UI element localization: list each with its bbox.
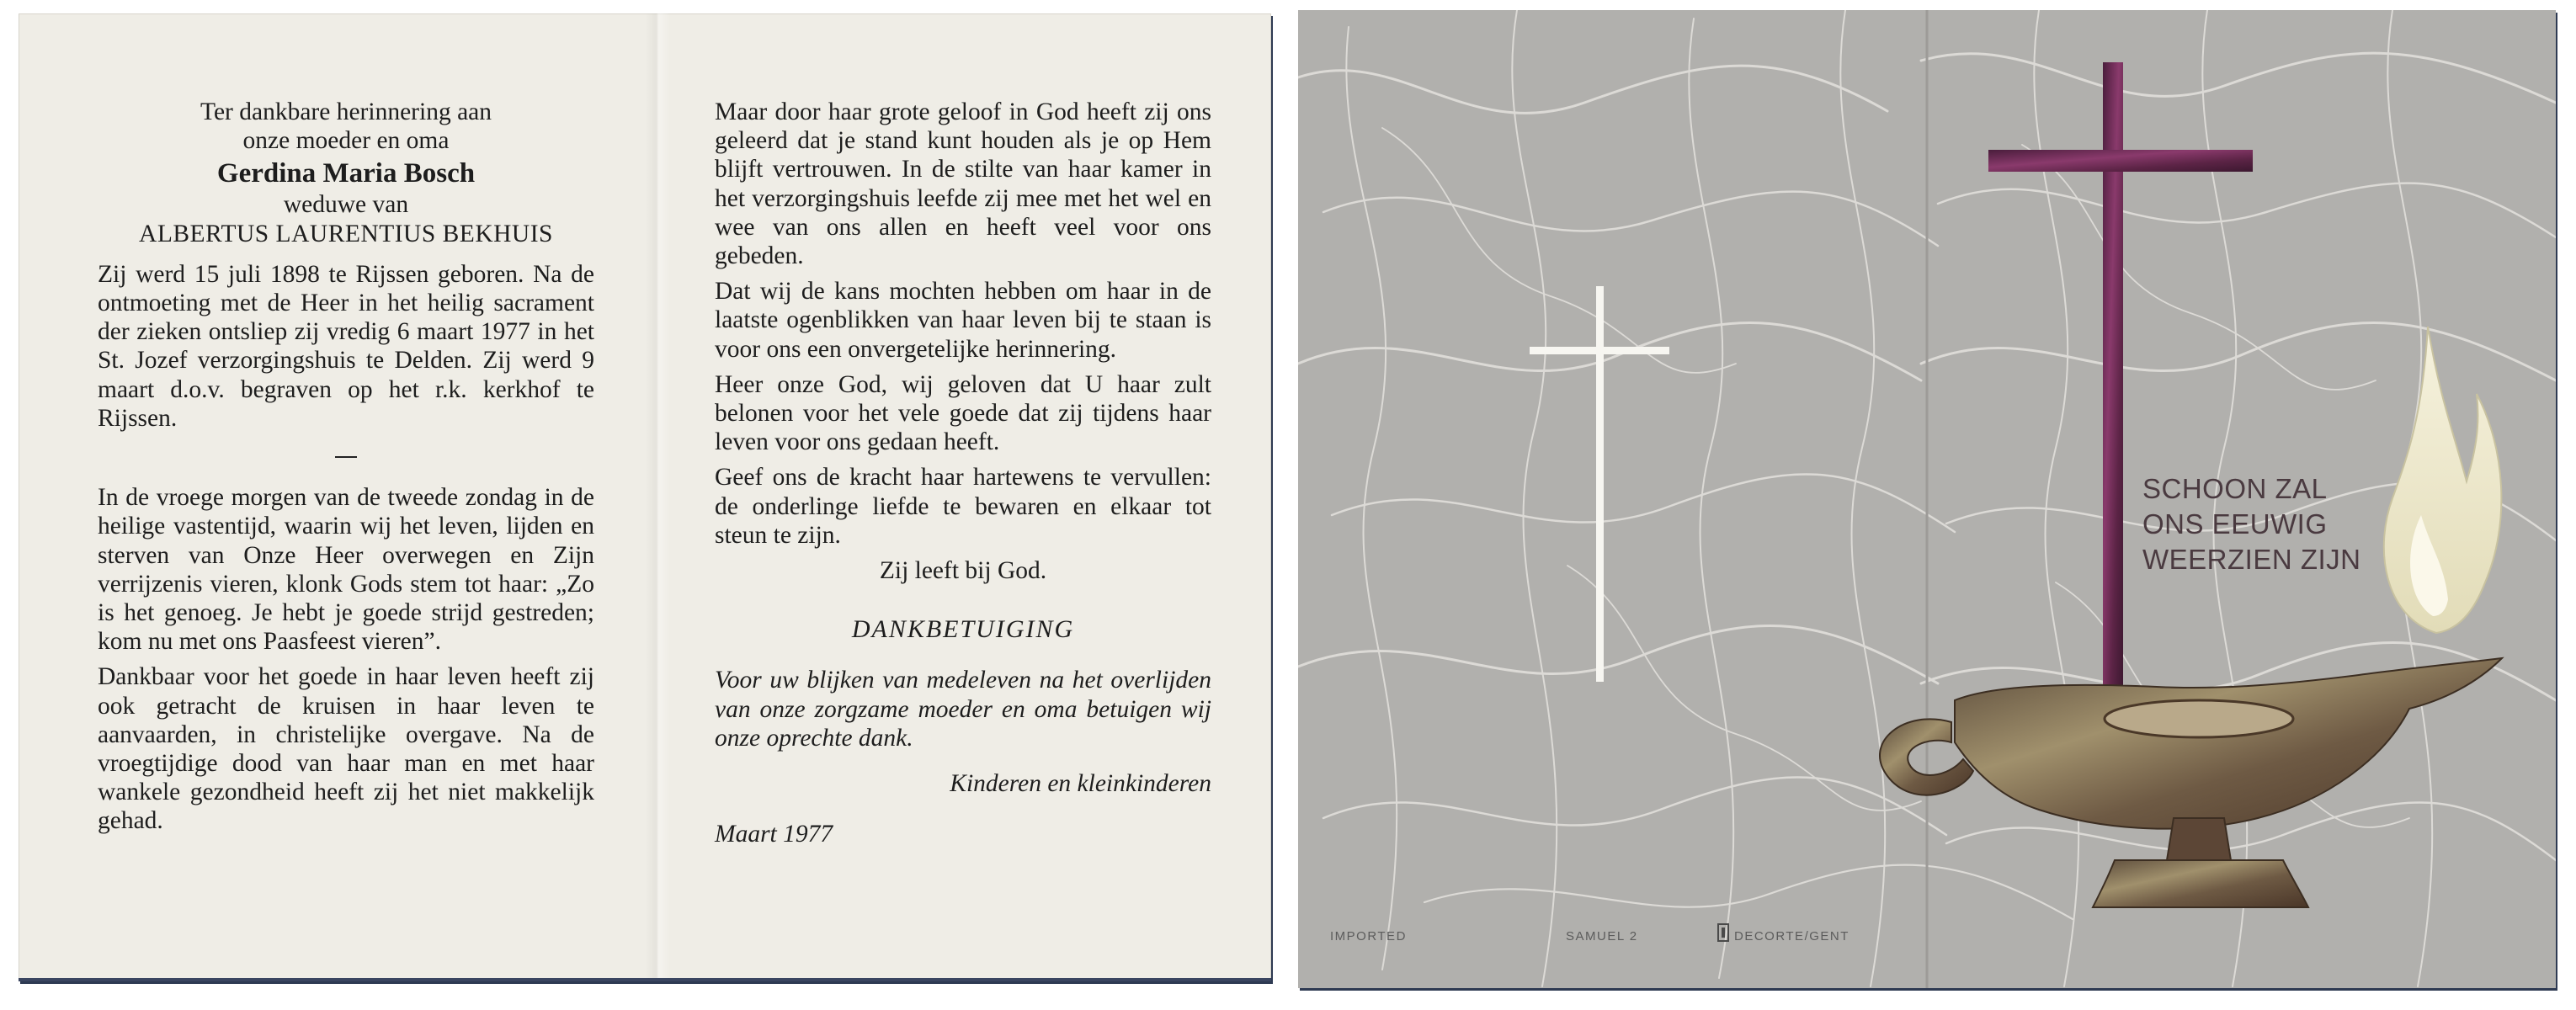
memorial-card-cover [1298,10,2556,988]
flame-icon [2384,327,2502,633]
acknowledgement-heading: DANKBETUIGING [851,615,1075,644]
inside-left-column [98,98,594,843]
motto-line-3: WEERZIEN ZIJN [2142,544,2361,575]
right-paragraph-3: Heer onze God, wij geloven dat U haar zult belonen voor het vele goede dat zij tijdens haar leven voor ons gedaan heeft. [715,370,1211,456]
memorial-card-inside [19,13,1271,981]
cover-motto [2142,471,2361,577]
white-cross-icon [1530,286,1669,682]
left-paragraph-1: In de vroege morgen van de tweede zondag in de heilige vastentijd, waarin wij het leven, lijden en sterven van Onze Heer overwegen en Zijn verrijzenis vieren, klonk Gods stem tot haar: „Zo is het genoeg. Je hebt je goede strijd gestreden; kom nu met ons Paasfeest vieren”. [98,484,594,656]
date-line: Maart 1977 [715,821,833,848]
husband-name: ALBERTUS LAURENTIUS BEKHUIS [139,220,553,247]
imprint-series: SAMUEL 2 [1566,929,1638,944]
card-fold [645,13,670,981]
imprint-imported: IMPORTED [1330,929,1407,944]
intro-line-1: Ter dankbare herinnering aan [200,98,492,125]
intro-line-2: onze moeder en oma [242,127,450,155]
motto-line-2: ONS EEUWIG [2142,508,2328,540]
right-paragraph-4: Geef ons de kracht haar hartewens te vervullen: de onderlinge liefde te bewaren en elkaar tot steun te zijn. [715,464,1211,549]
biography-paragraph: Zij werd 15 juli 1898 te Rijssen geboren. Na de ontmoeting met de Heer in het heilig sacrament der zieken ontsliep zij vredig 6 maart 1977 in het St. Jozef verzorgingshuis te Delden. Zij werd 9 maart d.o.v. begraven op het r.k. kerkhof te Rijssen. [98,260,594,432]
left-paragraph-2: Dankbaar voor het goede in haar leven heeft zij ook getracht de kruisen in haar leven te aanvaarden, in christelijke overgave. Na de vroegtijdige dood van haar man en met haar wankele gezondheid heeft zij het niet makkelijk gehad. [98,663,594,835]
card-edge [19,978,1271,981]
separator-dash [98,441,594,470]
acknowledgement-text: Voor uw blijken van medeleven na het overlijden van onze zorgzame moeder en oma betuigen wij onze oprechte dank. [715,667,1211,752]
imprint-publisher: DECORTE/GENT [1734,929,1850,944]
right-paragraph-2: Dat wij de kans mochten hebben om haar in de laatste ogenblikken van haar leven bij te staan is voor ons een onvergetelijke herinnering. [715,278,1211,363]
deceased-name: Gerdina Maria Bosch [216,158,476,189]
right-paragraph-1: Maar door haar grote geloof in God heeft zij ons geleerd dat je stand kunt houden als je op Hem blijft vertrouwen. In de stilte van haar kamer in het verzorgingshuis leefde zij mee met het wel en wee van ons allen en heeft veel voor ons gebeden. [715,98,1211,270]
widow-of-label: weduwe van [283,191,409,219]
oil-lamp-icon [1880,658,2502,907]
publisher-logo-icon [1717,923,1729,942]
closing-line: Zij leeft bij God. [879,557,1047,585]
purple-cross-icon [1988,62,2253,700]
inside-right-column [715,98,1211,848]
signature-line: Kinderen en kleinkinderen [950,770,1211,798]
cover-artwork [1298,10,2556,988]
motto-line-1: SCHOON ZAL [2142,473,2328,504]
